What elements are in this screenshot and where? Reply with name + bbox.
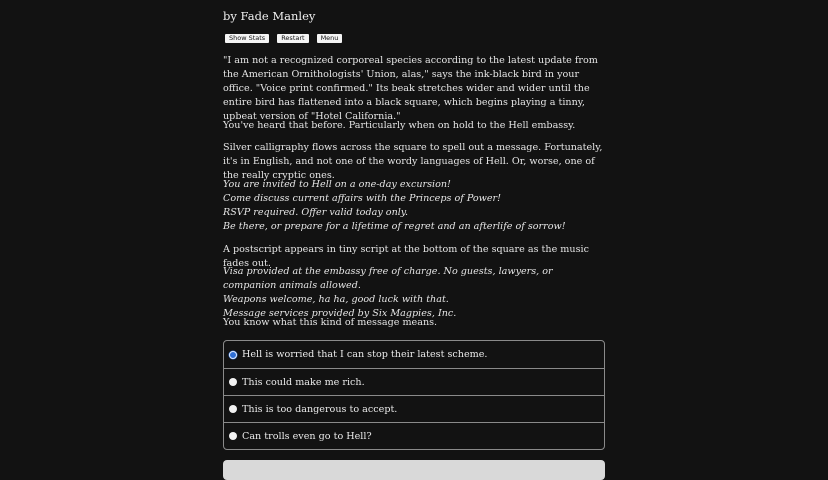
choice-list: [223, 340, 605, 450]
invitation-line: RSVP required. Offer valid today only.: [223, 207, 409, 218]
story-paragraph-5: You know what this kind of message means.: [223, 317, 438, 328]
choice-label: Can trolls even go to Hell?: [242, 430, 372, 442]
menu-button[interactable]: Menu: [317, 34, 343, 43]
postscript-line: Weapons welcome, ha ha, good luck with that.: [223, 294, 449, 305]
choice-label: This could make me rich.: [242, 376, 365, 388]
radio-icon[interactable]: [229, 405, 237, 413]
radio-icon[interactable]: [229, 378, 237, 386]
next-button[interactable]: [223, 460, 605, 480]
invitation-line: Come discuss current affairs with the Princeps of Power!: [223, 193, 501, 204]
story-paragraph-3: Silver calligraphy flows across the square to spell out a message. Fortunately, it's in English, and not one of the wordy languages of Hell. Or, worse, one of the really cryptic ones.: [223, 142, 603, 181]
postscript-line: Visa provided at the embassy free of charge. No guests, lawyers, or companion animals allowed.: [223, 266, 553, 291]
radio-selected-icon[interactable]: [229, 351, 237, 359]
invitation-line: Be there, or prepare for a lifetime of regret and an afterlife of sorrow!: [223, 221, 566, 232]
postscript-line: Message services provided by Six Magpies, Inc.: [223, 308, 457, 319]
show-stats-button[interactable]: Show Stats: [225, 34, 269, 43]
story-paragraph-2: You've heard that before. Particularly when on hold to the Hell embassy.: [223, 120, 576, 131]
choice-option[interactable]: [224, 341, 604, 368]
radio-icon[interactable]: [229, 432, 237, 440]
author-byline: by Fade Manley: [223, 9, 316, 23]
choice-label: Hell is worried that I can stop their latest scheme.: [242, 349, 488, 360]
postscript-text: [223, 265, 605, 321]
invitation-text: [223, 178, 605, 234]
choice-option[interactable]: [224, 422, 604, 449]
story-paragraph-1: "I am not a recognized corporeal species according to the latest update from the American Ornithologists' Union, alas," says the ink-black bird in your office. "Voice print confirmed." Its beak stretches wider and wider until the entire bird has flattened into a black square, which begins playing a tinny, upbeat version of "Hotel California.": [223, 55, 598, 122]
choice-label: This is too dangerous to accept.: [242, 403, 398, 415]
choice-option[interactable]: [224, 395, 604, 422]
story-paragraph-4: A postscript appears in tiny script at the bottom of the square as the music fades out.: [223, 244, 589, 269]
choice-option[interactable]: [224, 368, 604, 395]
invitation-line: You are invited to Hell on a one-day excursion!: [223, 179, 451, 190]
restart-button[interactable]: Restart: [277, 34, 308, 43]
toolbar: [225, 34, 342, 43]
